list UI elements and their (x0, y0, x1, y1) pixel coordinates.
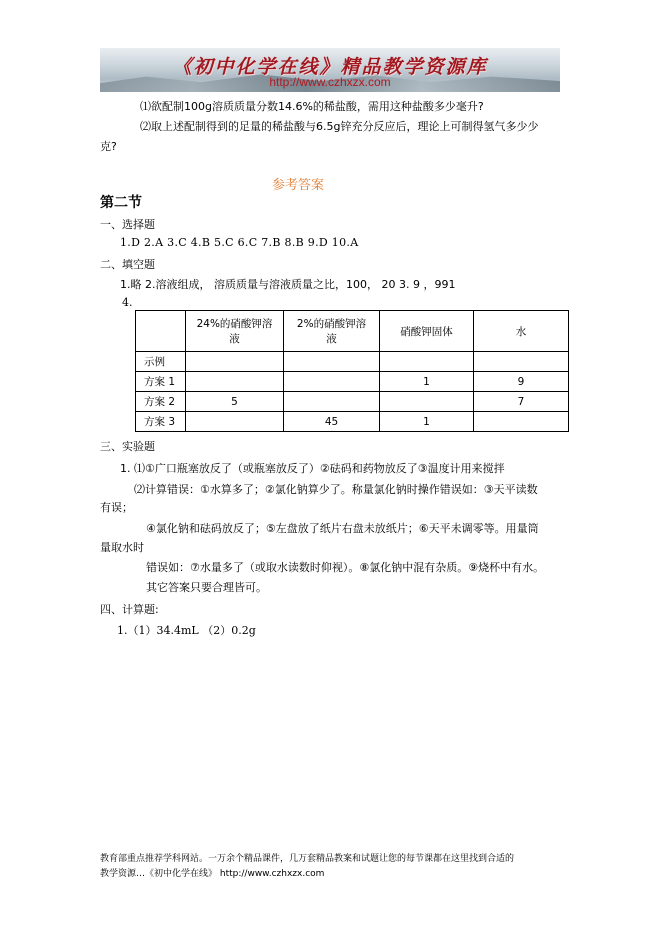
part2-heading: 二、填空题 (100, 258, 155, 271)
table-header-cell: 水 (474, 311, 569, 352)
table-cell: 9 (474, 372, 569, 392)
table-cell: 示例 (136, 352, 186, 372)
part3-line-3: 有误； (100, 501, 133, 514)
table-row (136, 392, 569, 412)
table-cell (284, 372, 380, 392)
table-cell (380, 392, 474, 412)
footer-line-2 (100, 867, 514, 882)
answer-table (135, 310, 569, 432)
question-1: ⑴欲配制100g溶质质量分数14.6%的稀盐酸，需用这种盐酸多少毫升? (140, 100, 484, 113)
footer-line-1: 教育部重点推荐学科网站。一万余个精品课件，几万套精品教案和试题让您的每节课都在这里找到合适的 (100, 854, 515, 864)
table-cell: 方案 1 (136, 372, 186, 392)
table-cell (474, 352, 569, 372)
footer-line-2-prefix: 教学资源…《初中化学在线》 (100, 869, 218, 879)
table-cell (186, 412, 284, 432)
part2-line-1: 1.略 2.溶液组成， 溶质质量与溶液质量之比，100， 20 3. 9 ，991 (120, 278, 456, 291)
banner-url[interactable]: http://www.czhxzx.com (269, 75, 391, 89)
table-cell: 1 (380, 372, 474, 392)
table-header-cell: 硝酸钾固体 (380, 311, 474, 352)
part3-line-5: 量取水时 (100, 541, 144, 554)
table-row (136, 372, 569, 392)
table-cell (284, 392, 380, 412)
part3-heading: 三、实验题 (100, 440, 155, 453)
table-row (136, 352, 569, 372)
table-cell: 方案 2 (136, 392, 186, 412)
part4-heading: 四、计算题: (100, 603, 159, 616)
table-cell: 45 (284, 412, 380, 432)
header-line: 2%的硝酸钾溶 (296, 318, 367, 330)
part3-line-4: ④氯化钠和砝码放反了；⑤左盘放了纸片右盘未放纸片；⑥天平未调零等。用量筒 (146, 522, 539, 535)
banner-title: 《初中化学在线》精品教学资源库 (172, 56, 488, 78)
table-cell (474, 412, 569, 432)
part2-item-4: 4. (122, 296, 133, 309)
table-header-cell (284, 311, 380, 352)
footer (100, 852, 514, 882)
question-2-line-1: ⑵取上述配制得到的足量的稀盐酸与6.5g锌充分反应后，理论上可制得氢气多少少 (140, 120, 539, 133)
table-cell (186, 372, 284, 392)
table-row (136, 412, 569, 432)
table-header-cell (136, 311, 186, 352)
header-line: 24%的硝酸钾溶 (196, 318, 273, 330)
table-cell: 7 (474, 392, 569, 412)
part3-line-1: 1. ⑴①广口瓶塞放反了（或瓶塞放反了）②砝码和药物放反了③温度计用来搅拌 (120, 462, 505, 475)
question-2-line-2: 克? (100, 140, 117, 153)
table-cell (284, 352, 380, 372)
part3-line-6: 错误如：⑦水量多了（或取水读数时仰视）。⑧氯化钠中混有杂质。⑨烧杯中有水。 (146, 561, 545, 574)
part4-line-1: 1.（1）34.4mL （2）0.2g (117, 624, 256, 637)
table-header-row (136, 311, 569, 352)
part1-answers: 1.D 2.A 3.C 4.B 5.C 6.C 7.B 8.B 9.D 10.A (120, 236, 359, 249)
header-banner (100, 48, 560, 92)
header-line: 液 (326, 333, 337, 345)
section-title: 第二节 (100, 195, 142, 211)
footer-url-link[interactable]: http://www.czhxzx.com (219, 869, 325, 879)
answer-title: 参考答案 (272, 178, 325, 193)
header-line: 液 (229, 333, 240, 345)
part1-heading: 一、选择题 (100, 218, 155, 231)
table-cell (380, 352, 474, 372)
table-cell: 方案 3 (136, 412, 186, 432)
part3-line-7: 其它答案只要合理皆可。 (146, 581, 267, 594)
table-cell: 5 (186, 392, 284, 412)
part3-line-2: ⑵计算错误：①水算多了；②氯化钠算少了。称量氯化钠时操作错误如：③天平读数 (134, 483, 538, 496)
table-cell: 1 (380, 412, 474, 432)
table-header-cell (186, 311, 284, 352)
table-cell (186, 352, 284, 372)
